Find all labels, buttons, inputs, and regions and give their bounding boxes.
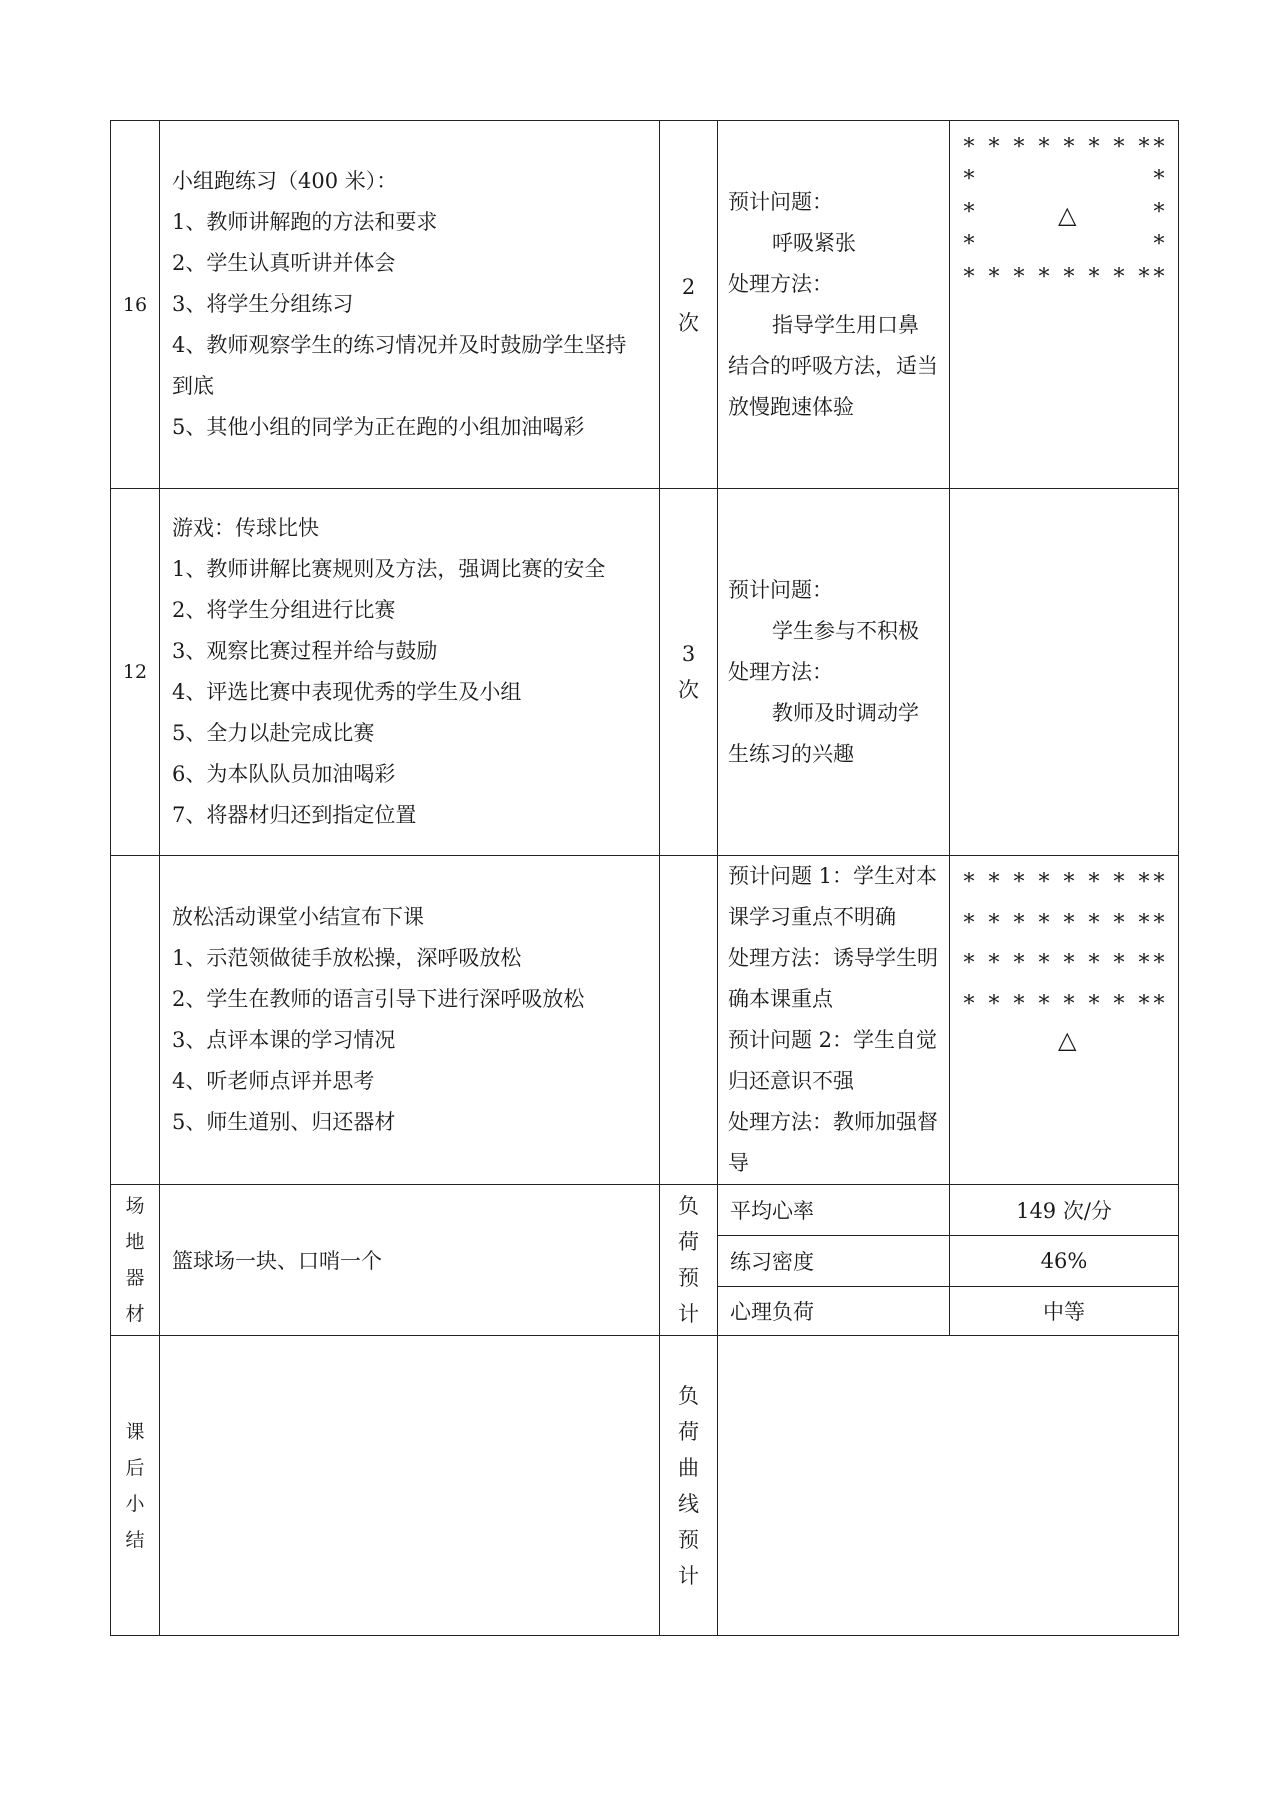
teacher-marker: △ [1058,201,1077,229]
formation-cell [950,856,1179,1185]
student-marker: * [1013,870,1025,895]
student-marker: * [1038,951,1050,976]
teacher-marker: △ [1058,1026,1077,1054]
note-line: 处理方法： [728,271,833,296]
content-line: 游戏：传球比快 [172,516,319,540]
student-marker: * [1063,135,1075,160]
student-marker: * [1153,911,1165,936]
duration-cell [111,121,160,489]
note-line: 处理方法： [728,659,833,684]
student-marker: * [1063,911,1075,936]
student-marker: * [1013,992,1025,1017]
student-marker: * [1113,992,1125,1017]
notes-cell [718,489,950,856]
note-line: 呼吸紧张 [772,230,856,255]
venue-label-char: 地 [125,1231,145,1253]
student-marker: * [963,265,975,290]
note-line: 预计问题 2：学生自觉归还意识不强 [728,1028,938,1093]
student-marker: * [1088,870,1100,895]
venue-label-char: 场 [125,1195,145,1217]
student-marker: * [1138,870,1150,895]
student-marker: * [1153,265,1165,290]
load-label-char: 预 [678,1266,699,1290]
content-cell [160,489,660,856]
note-line: 预计问题 1：学生对本课学习重点不明确 [728,864,938,929]
student-marker: * [1088,911,1100,936]
count-cell [660,489,718,856]
count-cell [660,121,718,489]
student-marker: * [988,265,1000,290]
activity-row-cooldown [111,856,1179,1185]
student-marker: * [1088,265,1100,290]
student-marker: * [1113,911,1125,936]
note-line: 预计问题： [728,577,833,602]
student-marker: * [1038,911,1050,936]
student-marker: * [1113,870,1125,895]
activity-row-game [111,489,1179,856]
student-marker: * [1013,135,1025,160]
content-line: 7、将器材归还到指定位置 [172,803,417,827]
curve-label-char: 线 [678,1491,699,1516]
student-marker: * [1038,992,1050,1017]
content-line: 3、观察比赛过程并给与鼓励 [172,639,438,663]
student-marker: * [1063,265,1075,290]
content-line: 1、示范领做徒手放松操，深呼吸放松 [172,946,522,970]
duration-value: 12 [122,661,148,683]
student-marker: * [1153,232,1165,257]
student-marker: * [988,135,1000,160]
student-marker: * [1113,265,1125,290]
heart-rate-value: 149 次/分 [950,1185,1179,1236]
count-cell [660,856,718,1185]
content-line: 5、全力以赴完成比赛 [172,721,375,745]
content-line: 3、将学生分组练习 [172,292,354,316]
venue-label-char: 材 [125,1303,145,1325]
formation-diagram-rows [950,856,1178,1184]
student-marker: * [963,911,975,936]
student-marker: * [963,167,975,192]
note-line: 指导学生用口鼻结合的呼吸方法，适当放慢跑速体验 [728,312,938,419]
student-marker: * [1013,265,1025,290]
summary-label-char: 后 [125,1456,145,1479]
content-line: 1、教师讲解比赛规则及方法，强调比赛的安全 [172,557,606,581]
venue-row-1 [111,1185,1179,1236]
student-marker: * [1138,911,1150,936]
venue-label-cell [111,1185,160,1336]
curve-label-char: 预 [678,1527,699,1552]
content-line: 放松活动课堂小结宣布下课 [172,905,424,929]
student-marker: * [1038,135,1050,160]
student-marker: * [963,951,975,976]
content-line: 3、点评本课的学习情况 [172,1028,396,1052]
activity-row-running [111,121,1179,489]
venue-label-char: 器 [125,1267,145,1289]
student-marker: * [1138,265,1150,290]
formation-cell-empty [950,489,1179,856]
density-label: 练习密度 [718,1236,950,1287]
content-cell [160,121,660,489]
mental-load-value: 中等 [950,1287,1179,1336]
summary-label-char: 小 [125,1492,145,1515]
student-marker: * [1153,200,1165,225]
student-marker: * [963,200,975,225]
load-label-char: 荷 [678,1230,699,1254]
formation-cell [950,121,1179,489]
content-line: 小组跑练习（400 米）： [172,169,398,193]
load-label-char: 计 [678,1302,699,1326]
content-line: 6、为本队队员加油喝彩 [172,762,396,786]
student-marker: * [1138,951,1150,976]
student-marker: * [1063,992,1075,1017]
density-value: 46% [950,1236,1179,1287]
student-marker: * [1088,951,1100,976]
content-line: 5、其他小组的同学为正在跑的小组加油喝彩 [172,415,585,439]
curve-label-char: 荷 [678,1419,699,1444]
note-line: 预计问题： [728,189,833,214]
duration-cell [111,489,160,856]
venue-content-cell [160,1185,660,1336]
summary-label-char: 结 [125,1528,145,1551]
count-number [660,984,717,1020]
student-marker: * [963,992,975,1017]
duration-value: 16 [122,293,148,316]
venue-content: 篮球场一块、口哨一个 [172,1249,382,1273]
count-number: 3 [681,642,696,666]
content-line: 2、学生在教师的语言引导下进行深呼吸放松 [172,987,585,1011]
count-number: 2 [681,274,696,299]
student-marker: * [988,992,1000,1017]
content-line: 2、将学生分组进行比赛 [172,598,396,622]
curve-label-char: 曲 [678,1455,699,1480]
student-marker: * [1138,992,1150,1017]
student-marker: * [1038,265,1050,290]
count-unit: 次 [678,678,699,702]
formation-diagram-square [950,121,1178,488]
content-line: 2、学生认真听讲并体会 [172,251,396,275]
content-line: 4、听老师点评并思考 [172,1069,375,1093]
mental-load-label: 心理负荷 [718,1287,950,1336]
content-cell [160,856,660,1185]
note-line: 学生参与不积极 [772,618,919,643]
student-marker: * [988,951,1000,976]
curve-label-char: 负 [678,1383,699,1408]
student-marker: * [1113,135,1125,160]
content-line: 4、教师观察学生的练习情况并及时鼓励学生坚持到底 [172,333,627,398]
summary-row [111,1336,1179,1636]
content-line: 4、评选比赛中表现优秀的学生及小组 [172,680,522,704]
count-unit: 次 [678,310,699,335]
summary-content-cell [160,1336,660,1636]
summary-label-char: 课 [125,1420,145,1443]
note-line: 处理方法：教师加强督导 [728,1110,938,1175]
student-marker: * [1153,135,1165,160]
student-marker: * [1153,992,1165,1017]
lesson-plan-table [110,120,1179,1636]
student-marker: * [1063,870,1075,895]
content-line: 1、教师讲解跑的方法和要求 [172,210,438,234]
content-line: 5、师生道别、归还器材 [172,1110,396,1134]
student-marker: * [1153,870,1165,895]
student-marker: * [1013,911,1025,936]
heart-rate-label: 平均心率 [718,1185,950,1236]
load-label-char: 负 [678,1194,699,1218]
student-marker: * [1153,951,1165,976]
student-marker: * [1063,951,1075,976]
notes-cell [718,121,950,489]
duration-cell [111,856,160,1185]
student-marker: * [1138,135,1150,160]
student-marker: * [988,911,1000,936]
curve-label-char: 计 [678,1563,699,1588]
summary-label-cell [111,1336,160,1636]
student-marker: * [988,870,1000,895]
note-line: 处理方法：诱导学生明确本课重点 [728,946,938,1011]
student-marker: * [963,135,975,160]
load-label-cell [660,1185,718,1336]
count-unit [660,1020,717,1056]
curve-label-cell [660,1336,718,1636]
student-marker: * [1013,951,1025,976]
student-marker: * [1088,135,1100,160]
student-marker: * [963,870,975,895]
notes-cell [718,856,950,1185]
note-line: 教师及时调动学生练习的兴趣 [728,700,919,766]
curve-content-cell [718,1336,1179,1636]
student-marker: * [1153,167,1165,192]
student-marker: * [963,232,975,257]
student-marker: * [1088,992,1100,1017]
student-marker: * [1113,951,1125,976]
student-marker: * [1038,870,1050,895]
